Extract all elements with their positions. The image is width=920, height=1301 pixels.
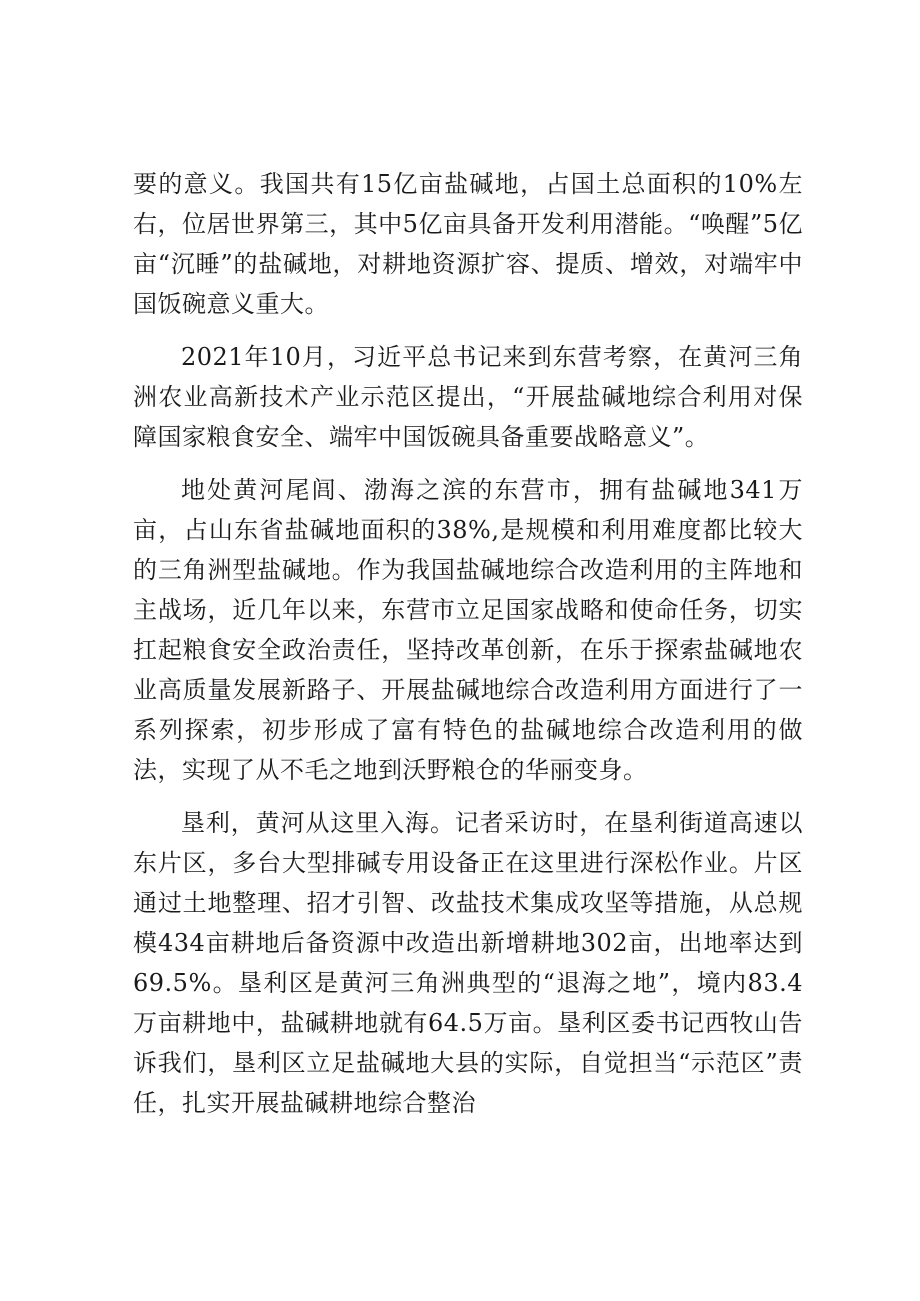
paragraph-continued: 要的意义。我国共有15亿亩盐碱地，占国土总面积的10%左右，位居世界第三，其中5亿亩具备开发利用潜能。“唤醒”5亿亩“沉睡”的盐碱地，对耕地资源扩容、提质、增效，对端牢中国饭碗意义重大。 (133, 170, 803, 318)
paragraph-dongying-city: 地处黄河尾闾、渤海之滨的东营市，拥有盐碱地341万亩，占山东省盐碱地面积的38%,是规模和利用难度都比较大的三角洲型盐碱地。作为我国盐碱地综合改造利用的主阵地和主战场，近几年以来，东营市立足国家战略和使命任务，切实扛起粮食安全政治责任，坚持改革创新，在乐于探索盐碱地农业高质量发展新路子、开展盐碱地综合改造利用方面进行了一系列探索，初步形成了富有特色的盐碱地综合改造利用的做法，实现了从不毛之地到沃野粮仓的华丽变身。 (133, 476, 803, 784)
paragraph-dongying-visit: 2021年10月，习近平总书记来到东营考察，在黄河三角洲农业高新技术产业示范区提出，“开展盐碱地综合利用对保障国家粮食安全、端牢中国饭碗具备重要战略意义”。 (133, 343, 803, 451)
paragraph-kenli: 垦利，黄河从这里入海。记者采访时，在垦利街道高速以东片区，多台大型排碱专用设备正在这里进行深松作业。片区通过土地整理、招才引智、改盐技术集成攻坚等措施，从总规模434亩耕地后备资源中改造出新增耕地302亩，出地率达到69.5%。垦利区是黄河三角洲典型的“退海之地”，境内83.4万亩耕地中，盐碱耕地就有64.5万亩。垦利区委书记西牧山告诉我们，垦利区立足盐碱地大县的实际，自觉担当“示范区”责任，扎实开展盐碱耕地综合整治 (133, 809, 803, 1117)
document-body (133, 164, 803, 1136)
